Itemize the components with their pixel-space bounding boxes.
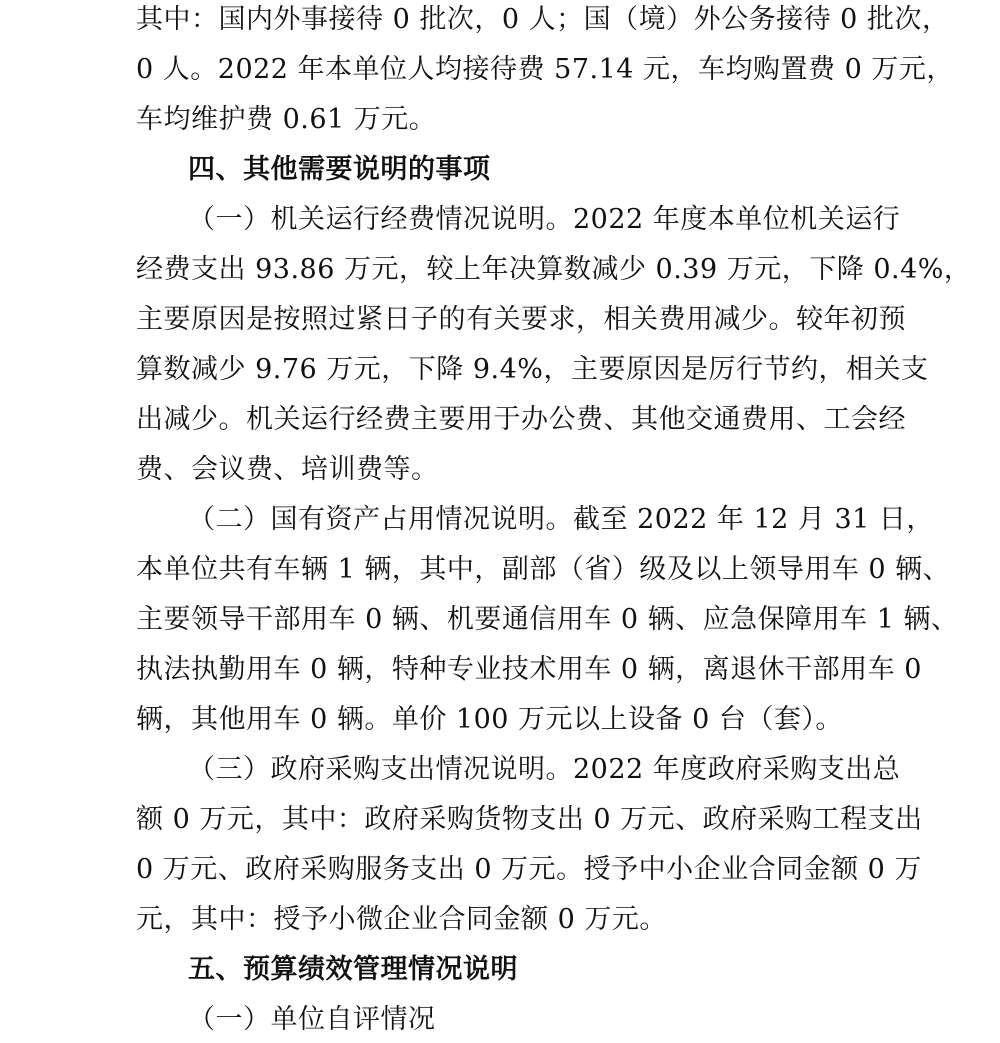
body-line: 经费支出 93.86 万元，较上年决算数减少 0.39 万元，下降 0.4%， — [136, 254, 972, 285]
body-line: 算数减少 9.76 万元，下降 9.4%，主要原因是厉行节约，相关支 — [136, 354, 929, 385]
body-line: 额 0 万元，其中：政府采购货物支出 0 万元、政府采购工程支出 — [136, 804, 923, 835]
body-line: （一）机关运行经费情况说明。2022 年度本单位机关运行 — [188, 204, 901, 235]
body-line: （二）国有资产占用情况说明。截至 2022 年 12 月 31 日， — [188, 504, 934, 535]
body-line: 主要原因是按照过紧日子的有关要求，相关费用减少。较年初预 — [136, 304, 906, 335]
body-line: 主要领导干部用车 0 辆、机要通信用车 0 辆、应急保障用车 1 辆、 — [136, 604, 959, 635]
body-line: 车均维护费 0.61 万元。 — [136, 104, 437, 135]
body-line: 0 万元、政府采购服务支出 0 万元。授予中小企业合同金额 0 万 — [136, 854, 922, 885]
body-line: 0 人。2022 年本单位人均接待费 57.14 元，车均购置费 0 万元， — [136, 54, 954, 85]
body-line: 辆，其他用车 0 辆。单价 100 万元以上设备 0 台（套）。 — [136, 704, 843, 735]
body-line: 其中：国内外事接待 0 批次，0 人；国（境）外公务接待 0 批次， — [136, 4, 950, 35]
subsection-heading: （一）单位自评情况 — [188, 1004, 436, 1035]
body-line: （三）政府采购支出情况说明。2022 年度政府采购支出总 — [188, 754, 901, 785]
section-heading: 五、预算绩效管理情况说明 — [188, 954, 518, 985]
body-line: 出减少。机关运行经费主要用于办公费、其他交通费用、工会经 — [136, 404, 906, 435]
body-line: 元，其中：授予小微企业合同金额 0 万元。 — [136, 904, 667, 935]
body-line: 执法执勤用车 0 辆，特种专业技术用车 0 辆，离退休干部用车 0 — [136, 654, 922, 685]
section-heading: 四、其他需要说明的事项 — [188, 154, 491, 185]
body-line: 本单位共有车辆 1 辆，其中，副部（省）级及以上领导用车 0 辆、 — [136, 554, 951, 585]
body-line: 费、会议费、培训费等。 — [136, 454, 439, 485]
